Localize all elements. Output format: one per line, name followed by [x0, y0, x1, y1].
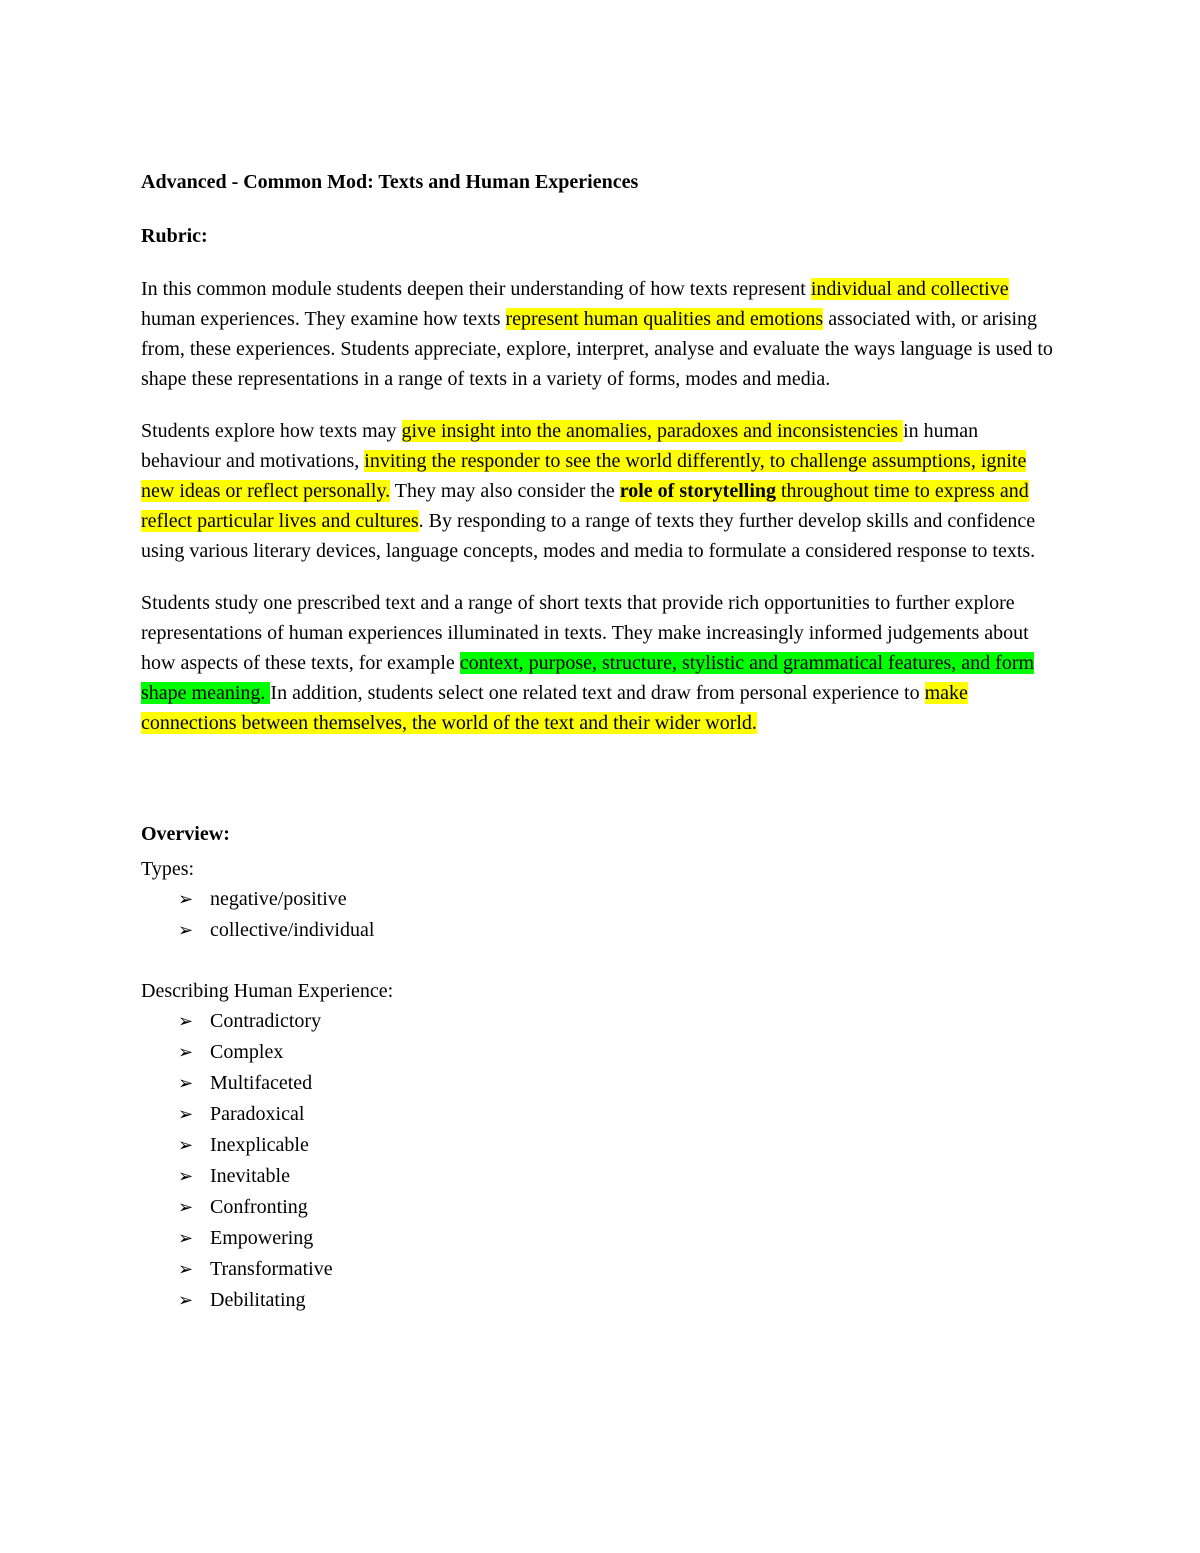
arrow-bullet-icon: ➢ [178, 1011, 194, 1032]
list-item-text: Inexplicable [210, 1134, 309, 1156]
types-label: Types: [141, 858, 195, 880]
list-item [178, 1037, 1056, 1068]
rubric-paragraph-2 [141, 416, 1056, 566]
list-item [178, 884, 1056, 915]
list-item-text: Debilitating [210, 1289, 306, 1311]
yellow-highlight: inviting the responder to see the world differently, to challenge assumptions, ignite new ideas or reflect personally. [141, 450, 1027, 502]
list-item [178, 1006, 1056, 1037]
arrow-bullet-icon: ➢ [178, 1228, 194, 1249]
rubric-paragraph-3 [141, 588, 1056, 738]
arrow-bullet-icon: ➢ [178, 889, 194, 910]
types-list [141, 884, 1056, 946]
list-item-text: Confronting [210, 1196, 308, 1218]
overview-heading: Overview: [141, 823, 230, 845]
list-item-text: Multifaceted [210, 1072, 313, 1094]
yellow-highlight: individual and collective [810, 278, 1009, 300]
arrow-bullet-icon: ➢ [178, 1135, 194, 1156]
document-title: Advanced - Common Mod: Texts and Human Experiences [141, 171, 639, 193]
text-run: associated with, or arising from, these experiences. Students appreciate, explore, interpret, analyse and evaluate the ways language is used to shape these representations in a range of texts in a variety of forms, modes and media. [141, 308, 1053, 390]
document-page [141, 166, 1056, 1316]
list-item-text: Complex [210, 1041, 284, 1063]
text-run: Students study one prescribed text and a range of short texts that provide rich opportunities to further explore representations of human experiences illuminated in texts. They make increasingly informed judgements about how aspects of these texts, for example [141, 592, 1029, 674]
arrow-bullet-icon: ➢ [178, 1290, 194, 1311]
list-item-text: Paradoxical [210, 1103, 305, 1125]
arrow-bullet-icon: ➢ [178, 1197, 194, 1218]
text-run: In addition, students select one related text and draw from personal experience to [270, 682, 925, 704]
text-run: human experiences. They examine how texts [141, 308, 506, 330]
text-run: In this common module students deepen their understanding of how texts represent [141, 278, 811, 300]
list-item [178, 1285, 1056, 1316]
list-item-text: Inevitable [210, 1165, 290, 1187]
rubric-paragraph-1 [141, 274, 1056, 394]
list-item [178, 1161, 1056, 1192]
list-item [178, 1099, 1056, 1130]
list-item [178, 1254, 1056, 1285]
list-item-text: Empowering [210, 1227, 314, 1249]
list-item [178, 1223, 1056, 1254]
bold-yellow-highlight: role of storytelling [619, 480, 776, 502]
text-run: . By responding to a range of texts they further develop skills and confidence using various literary devices, language concepts, modes and media to formulate a considered response to texts. [141, 510, 1036, 562]
arrow-bullet-icon: ➢ [178, 1259, 194, 1280]
list-item-text: Transformative [210, 1258, 333, 1280]
list-item-text: collective/individual [210, 919, 375, 941]
yellow-highlight: throughout time to express and reflect particular lives and cultures [141, 480, 1029, 532]
arrow-bullet-icon: ➢ [178, 920, 194, 941]
list-item-text: Contradictory [210, 1010, 322, 1032]
yellow-highlight: make connections between themselves, the world of the text and their wider world. [141, 682, 968, 734]
arrow-bullet-icon: ➢ [178, 1042, 194, 1063]
describing-list [141, 1006, 1056, 1316]
text-run: Students explore how texts may [141, 420, 402, 442]
rubric-heading: Rubric: [141, 225, 208, 247]
list-item [178, 1130, 1056, 1161]
arrow-bullet-icon: ➢ [178, 1104, 194, 1125]
yellow-highlight: represent human qualities and emotions [505, 308, 824, 330]
list-item-text: negative/positive [210, 888, 347, 910]
arrow-bullet-icon: ➢ [178, 1073, 194, 1094]
yellow-highlight: give insight into the anomalies, paradoxes and inconsistencies [401, 420, 904, 442]
list-item [178, 1068, 1056, 1099]
list-item [178, 1192, 1056, 1223]
text-run: They may also consider the [390, 480, 620, 502]
list-item [178, 915, 1056, 946]
describing-label: Describing Human Experience: [141, 980, 394, 1002]
arrow-bullet-icon: ➢ [178, 1166, 194, 1187]
green-highlight: context, purpose, structure, stylistic and grammatical features, and form shape meaning. [141, 652, 1035, 704]
text-run: in human behaviour and motivations, [141, 420, 979, 472]
